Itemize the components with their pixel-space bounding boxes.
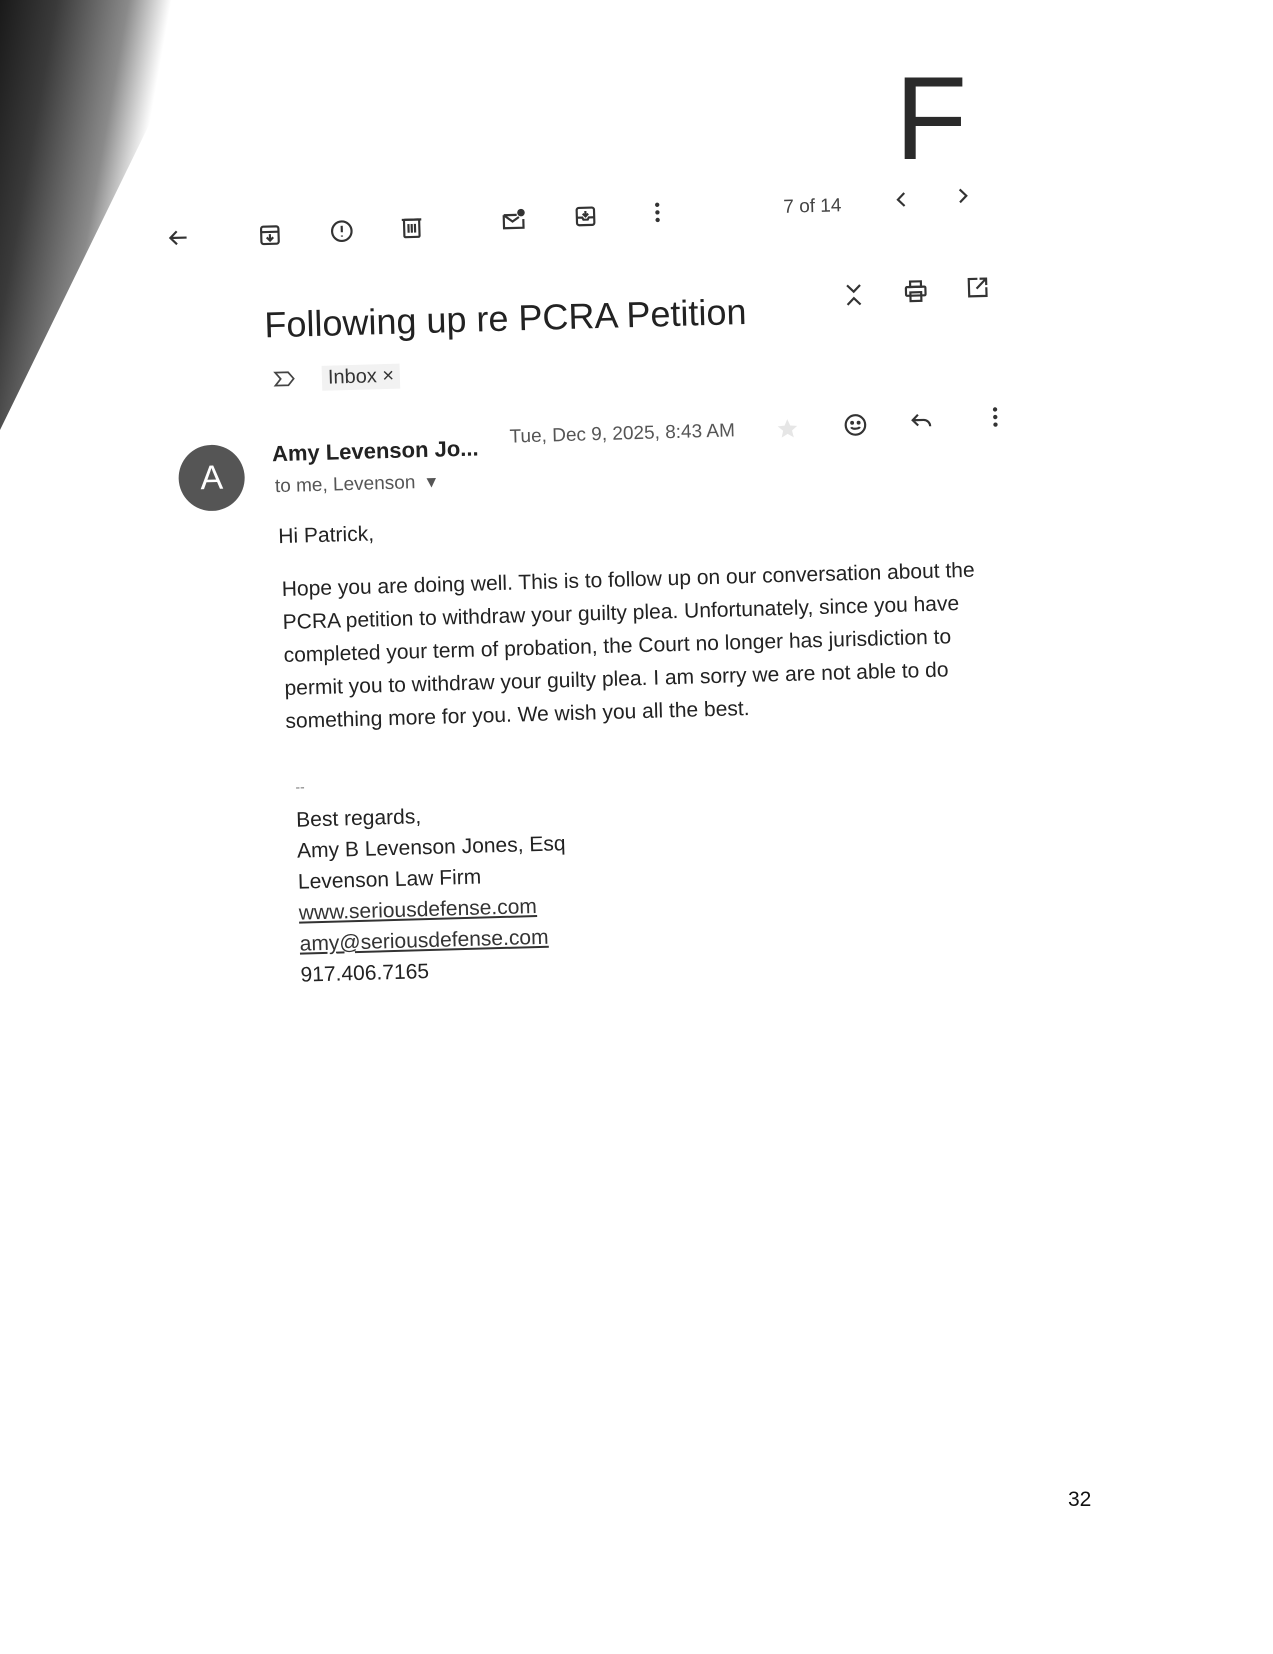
signature-email-link[interactable]: amy@seriousdefense.com — [299, 925, 549, 956]
print-icon[interactable] — [901, 277, 930, 306]
reply-icon[interactable] — [907, 407, 936, 436]
label-chip-inbox[interactable] — [322, 364, 401, 391]
pager-count: 7 of 14 — [783, 195, 842, 218]
sender-name[interactable]: Amy Levenson Jo... — [271, 435, 479, 467]
signature-firm: Levenson Law Firm — [297, 865, 482, 894]
expand-collapse-icon[interactable] — [839, 281, 868, 310]
mark-unread-icon[interactable] — [499, 206, 528, 235]
page-number: 32 — [1068, 1488, 1092, 1511]
report-spam-icon[interactable] — [327, 217, 356, 246]
label-remove-icon[interactable]: × — [382, 364, 395, 388]
recipients-dropdown-icon[interactable]: ▾ — [426, 471, 437, 493]
arrow-left-icon[interactable] — [164, 223, 193, 252]
chevron-right-icon[interactable] — [949, 181, 978, 210]
signature-separator: -- — [295, 778, 305, 795]
recipients-line[interactable] — [275, 471, 437, 498]
avatar: A — [178, 444, 246, 512]
message-body: Hope you are doing well. This is to follow up on our conversation about the PCRA petition to withdraw your guilty plea. Unfortunately, since you have completed your term of probation, the Court no longer has jurisdiction to permit you to withdraw your guilty plea. I am sorry we are not able to do something more for you. We wish you all the best. — [281, 558, 975, 733]
email-subject: Following up re PCRA Petition — [263, 290, 748, 346]
label-arrow-icon — [270, 364, 299, 393]
message-date: Tue, Dec 9, 2025, 8:43 AM — [509, 420, 736, 448]
message-more-icon[interactable] — [981, 403, 1010, 432]
signature-phone: 917.406.7165 — [300, 960, 430, 987]
message-greeting: Hi Patrick, — [278, 522, 375, 549]
move-to-icon[interactable] — [571, 202, 600, 231]
trash-icon[interactable] — [397, 213, 426, 242]
star-icon[interactable] — [773, 414, 802, 443]
signature-closing: Best regards, — [295, 805, 422, 832]
open-in-new-icon[interactable] — [963, 273, 992, 302]
emoji-react-icon[interactable] — [841, 411, 870, 440]
signature-block — [296, 797, 570, 990]
archive-icon[interactable] — [256, 221, 285, 250]
signature-website-link[interactable]: www.seriousdefense.com — [298, 895, 538, 925]
label-text: Inbox — [327, 365, 378, 389]
exhibit-letter: F — [895, 53, 968, 185]
recipients-text: to me, Levenson — [274, 472, 416, 498]
chevron-left-icon[interactable] — [887, 185, 916, 214]
more-vertical-icon[interactable] — [643, 198, 672, 227]
signature-name: Amy B Levenson Jones, Esq — [296, 832, 566, 863]
